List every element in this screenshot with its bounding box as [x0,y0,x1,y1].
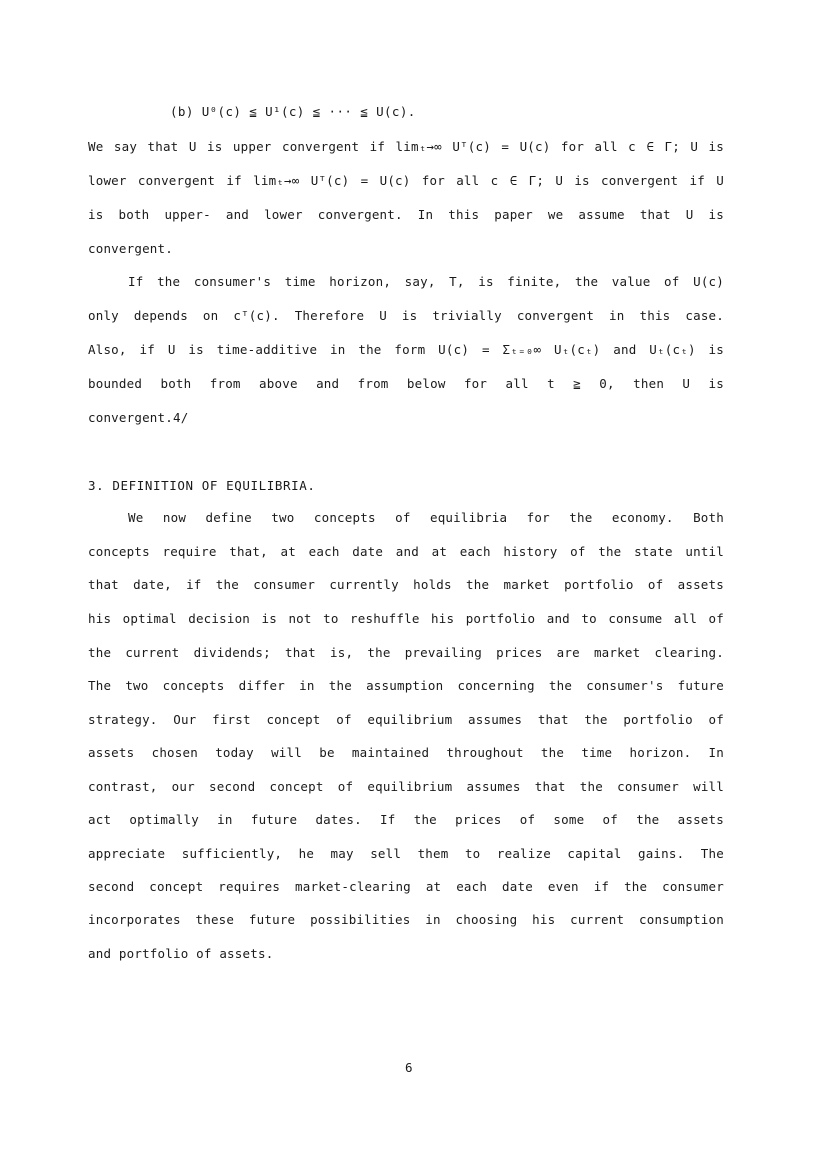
text-line: The two concepts differ in the assumption concerning the consumer's future [88,678,724,693]
text-line: concepts require that, at each date and at each history of the state until [88,544,724,559]
formula-b: (b) U⁰(c) ≦ U¹(c) ≦ ··· ≦ U(c). [170,104,416,119]
text-line: is both upper- and lower convergent. In this paper we assume that U is [88,207,724,222]
text-line: appreciate sufficiently, he may sell them to realize capital gains. The [88,846,724,861]
text-line: bounded both from above and from below for all t ≧ 0, then U is [88,376,724,391]
text-line: convergent.4/ [88,410,189,425]
text-line: his optimal decision is not to reshuffle his portfolio and to consume all of [88,611,724,626]
text-line: We say that U is upper convergent if limₜ→∞ Uᵀ(c) = U(c) for all c ∈ Γ; U is [88,139,724,154]
text-line: Also, if U is time-additive in the form U(c) = Σₜ₌₀∞ Uₜ(cₜ) and Uₜ(cₜ) is [88,342,724,357]
text-line: that date, if the consumer currently holds the market portfolio of assets [88,577,724,592]
text-line: the current dividends; that is, the prevailing prices are market clearing. [88,645,724,660]
text-line: strategy. Our first concept of equilibrium assumes that the portfolio of [88,712,724,727]
text-line: lower convergent if limₜ→∞ Uᵀ(c) = U(c) for all c ∈ Γ; U is convergent if U [88,173,724,188]
text-line: incorporates these future possibilities in choosing his current consumption [88,912,724,927]
text-line: act optimally in future dates. If the prices of some of the assets [88,812,724,827]
text-line: If the consumer's time horizon, say, T, is finite, the value of U(c) [128,274,724,289]
text-line: assets chosen today will be maintained throughout the time horizon. In [88,745,724,760]
text-line: only depends on cᵀ(c). Therefore U is trivially convergent in this case. [88,308,724,323]
page-number: 6 [405,1060,413,1075]
text-line: We now define two concepts of equilibria for the economy. Both [128,510,724,525]
text-line: and portfolio of assets. [88,946,274,961]
text-line: contrast, our second concept of equilibrium assumes that the consumer will [88,779,724,794]
text-line: second concept requires market-clearing at each date even if the consumer [88,879,724,894]
section-heading: 3. DEFINITION OF EQUILIBRIA. [88,478,316,493]
text-line: convergent. [88,241,173,256]
